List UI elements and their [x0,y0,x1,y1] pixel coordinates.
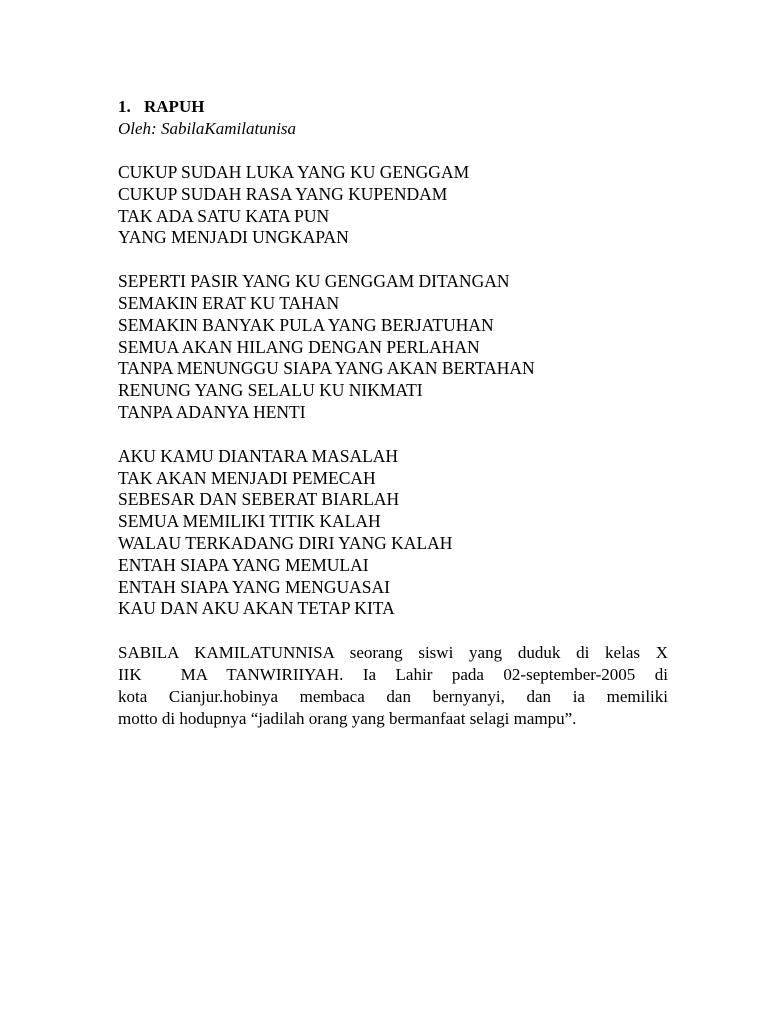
poem-title [118,96,668,118]
verse-line: TAK ADA SATU KATA PUN [118,205,330,226]
poem-number: 1. [118,97,131,116]
document-page [118,96,668,730]
bio-line: motto di hodupnya “jadilah orang yang bermanfaat selagi mampu”. [118,709,577,729]
verse-line: YANG MENJADI UNGKAPAN [118,227,349,248]
verse-line: KAU DAN AKU AKAN TETAP KITA [118,598,395,619]
verse-line: SEMAKIN BANYAK PULA YANG BERJATUHAN [118,314,494,335]
author-bio-paragraph [118,642,668,730]
verse-line: SEMUA MEMILIKI TITIK KALAH [118,511,381,532]
verse-line: SEMUA AKAN HILANG DENGAN PERLAHAN [118,336,480,357]
verse-line: WALAU TERKADANG DIRI YANG KALAH [118,532,453,553]
stanza-3 [118,446,668,620]
verse-line: RENUNG YANG SELALU KU NIKMATI [118,380,423,401]
verse-line: SEPERTI PASIR YANG KU GENGGAM DITANGAN [118,271,510,292]
verse-line: TAK AKAN MENJADI PEMECAH [118,467,376,488]
poem-title-text: RAPUH [144,97,205,116]
verse-line: ENTAH SIAPA YANG MENGUASAI [118,576,390,597]
bio-line: IIK MA TANWIRIIYAH. Ia Lahir pada 02-september-2005 di [118,665,668,685]
verse-line: SEMAKIN ERAT KU TAHAN [118,292,340,313]
verse-line: CUKUP SUDAH RASA YANG KUPENDAM [118,183,448,204]
verse-line: AKU KAMU DIANTARA MASALAH [118,445,399,466]
verse-line: CUKUP SUDAH LUKA YANG KU GENGGAM [118,162,470,182]
verse-line: TANPA ADANYA HENTI [118,401,306,422]
bio-line: SABILA KAMILATUNNISA seorang siswi yang duduk di kelas X [118,643,668,663]
verse-line: ENTAH SIAPA YANG MEMULAI [118,554,369,575]
poem-author: Oleh: SabilaKamilatunisa [118,119,297,138]
verse-line: SEBESAR DAN SEBERAT BIARLAH [118,489,400,510]
bio-line: kota Cianjur.hobinya membaca dan bernyanyi, dan ia memiliki [118,687,668,707]
verse-line: TANPA MENUNGGU SIAPA YANG AKAN BERTAHAN [118,358,535,379]
stanza-1 [118,162,668,249]
stanza-2 [118,271,668,424]
